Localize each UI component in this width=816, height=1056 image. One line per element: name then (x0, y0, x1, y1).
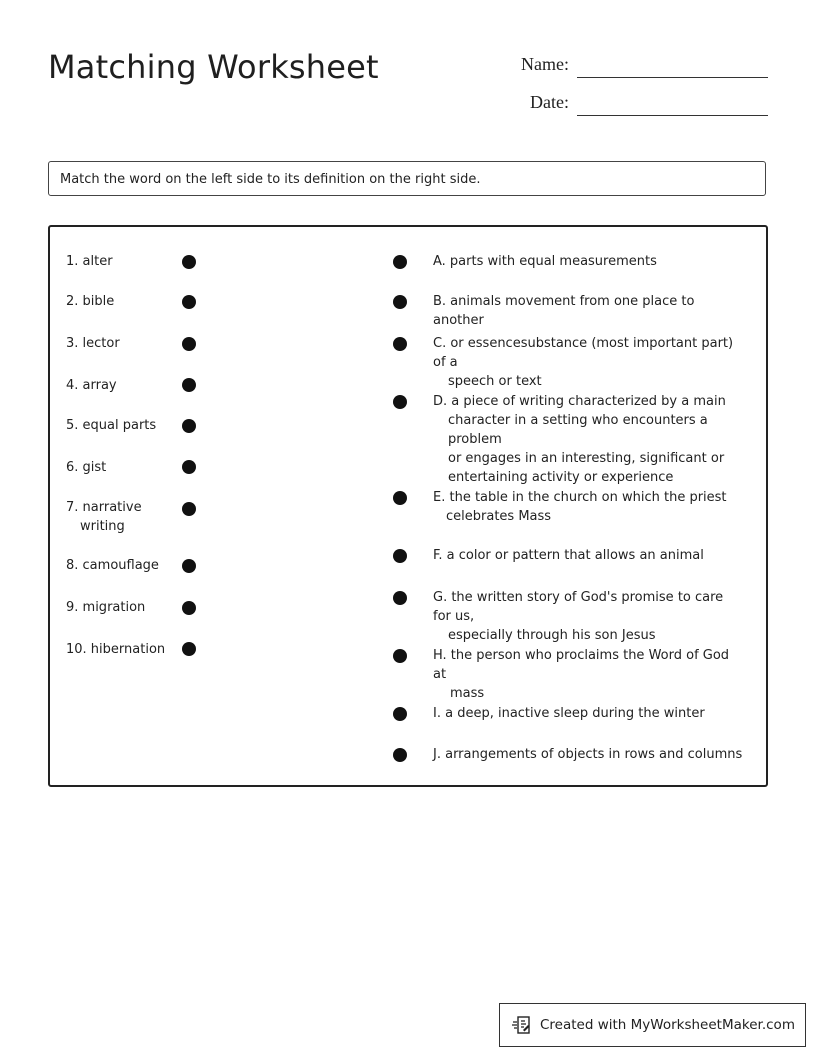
definition-match-dot[interactable] (393, 707, 407, 721)
created-with-badge[interactable] (499, 1003, 806, 1047)
definition-item (433, 646, 743, 703)
worksheet-maker-logo-icon (511, 1014, 533, 1036)
word-match-dot[interactable] (182, 378, 196, 392)
word-text: 7. narrative (66, 500, 142, 515)
definition-text: I. a deep, inactive sleep during the winter (433, 706, 705, 721)
word-item (66, 376, 176, 395)
definition-text: E. the table in the church on which the priest (433, 490, 727, 505)
definition-match-dot[interactable] (393, 395, 407, 409)
word-match-dot[interactable] (182, 255, 196, 269)
definition-match-dot[interactable] (393, 255, 407, 269)
word-text: 10. hibernation (66, 642, 166, 657)
definition-text: D. a piece of writing characterized by a main (433, 394, 726, 409)
definition-match-dot[interactable] (393, 591, 407, 605)
word-text: 1. alter (66, 254, 113, 269)
word-item (66, 292, 176, 311)
definition-text: B. animals movement from one place to another (433, 294, 695, 328)
definition-match-dot[interactable] (393, 748, 407, 762)
word-text: 5. equal parts (66, 418, 157, 433)
word-text: 3. lector (66, 336, 120, 351)
definition-text: G. the written story of God's promise to care for us, (433, 590, 724, 624)
word-text-continued: writing (80, 519, 125, 534)
word-item (66, 416, 176, 435)
date-input-line[interactable] (577, 115, 768, 116)
definition-item (433, 392, 743, 487)
definition-match-dot[interactable] (393, 549, 407, 563)
definition-text: J. arrangements of objects in rows and columns (433, 747, 743, 762)
definition-match-dot[interactable] (393, 649, 407, 663)
word-item (66, 556, 176, 575)
word-match-dot[interactable] (182, 642, 196, 656)
word-text: 9. migration (66, 600, 146, 615)
word-match-dot[interactable] (182, 460, 196, 474)
word-item (66, 334, 176, 353)
definition-item (433, 588, 743, 645)
definition-text-continued: speech or text (448, 374, 542, 389)
definition-item (433, 488, 743, 526)
word-item (66, 252, 176, 271)
word-match-dot[interactable] (182, 559, 196, 573)
word-item (66, 598, 176, 617)
definition-text-continued: mass (450, 686, 485, 701)
page-title: Matching Worksheet (48, 48, 379, 86)
word-match-dot[interactable] (182, 295, 196, 309)
word-text: 8. camouflage (66, 558, 159, 573)
definition-text-continued: entertaining activity or experience (448, 470, 674, 485)
definition-match-dot[interactable] (393, 295, 407, 309)
word-text: 2. bible (66, 294, 115, 309)
definition-item (433, 704, 743, 723)
definition-item (433, 334, 743, 391)
footer-text: Created with MyWorksheetMaker.com (540, 1017, 795, 1033)
word-item (66, 498, 176, 536)
definition-text: H. the person who proclaims the Word of God at (433, 648, 730, 682)
instructions-box: Match the word on the left side to its definition on the right side. (48, 161, 766, 196)
word-match-dot[interactable] (182, 601, 196, 615)
definition-match-dot[interactable] (393, 491, 407, 505)
definition-text-continued: character in a setting who encounters a problem (448, 413, 708, 447)
word-match-dot[interactable] (182, 502, 196, 516)
name-label: Name: (521, 54, 569, 74)
definition-item (433, 292, 743, 330)
word-match-dot[interactable] (182, 419, 196, 433)
definition-text-continued: especially through his son Jesus (448, 628, 656, 643)
definition-match-dot[interactable] (393, 337, 407, 351)
definition-text-continued: celebrates Mass (446, 509, 552, 524)
definition-text: A. parts with equal measurements (433, 254, 657, 269)
definition-text-continued: or engages in an interesting, significant or (448, 451, 725, 466)
definition-item (433, 745, 743, 764)
date-label: Date: (530, 92, 569, 112)
definition-item (433, 546, 743, 565)
definition-text: F. a color or pattern that allows an animal (433, 548, 704, 563)
definition-item (433, 252, 743, 271)
word-item (66, 458, 176, 477)
name-input-line[interactable] (577, 77, 768, 78)
word-text: 4. array (66, 378, 117, 393)
word-text: 6. gist (66, 460, 107, 475)
word-item (66, 640, 176, 659)
definition-text: C. or essencesubstance (most important part) of a (433, 336, 734, 370)
word-match-dot[interactable] (182, 337, 196, 351)
